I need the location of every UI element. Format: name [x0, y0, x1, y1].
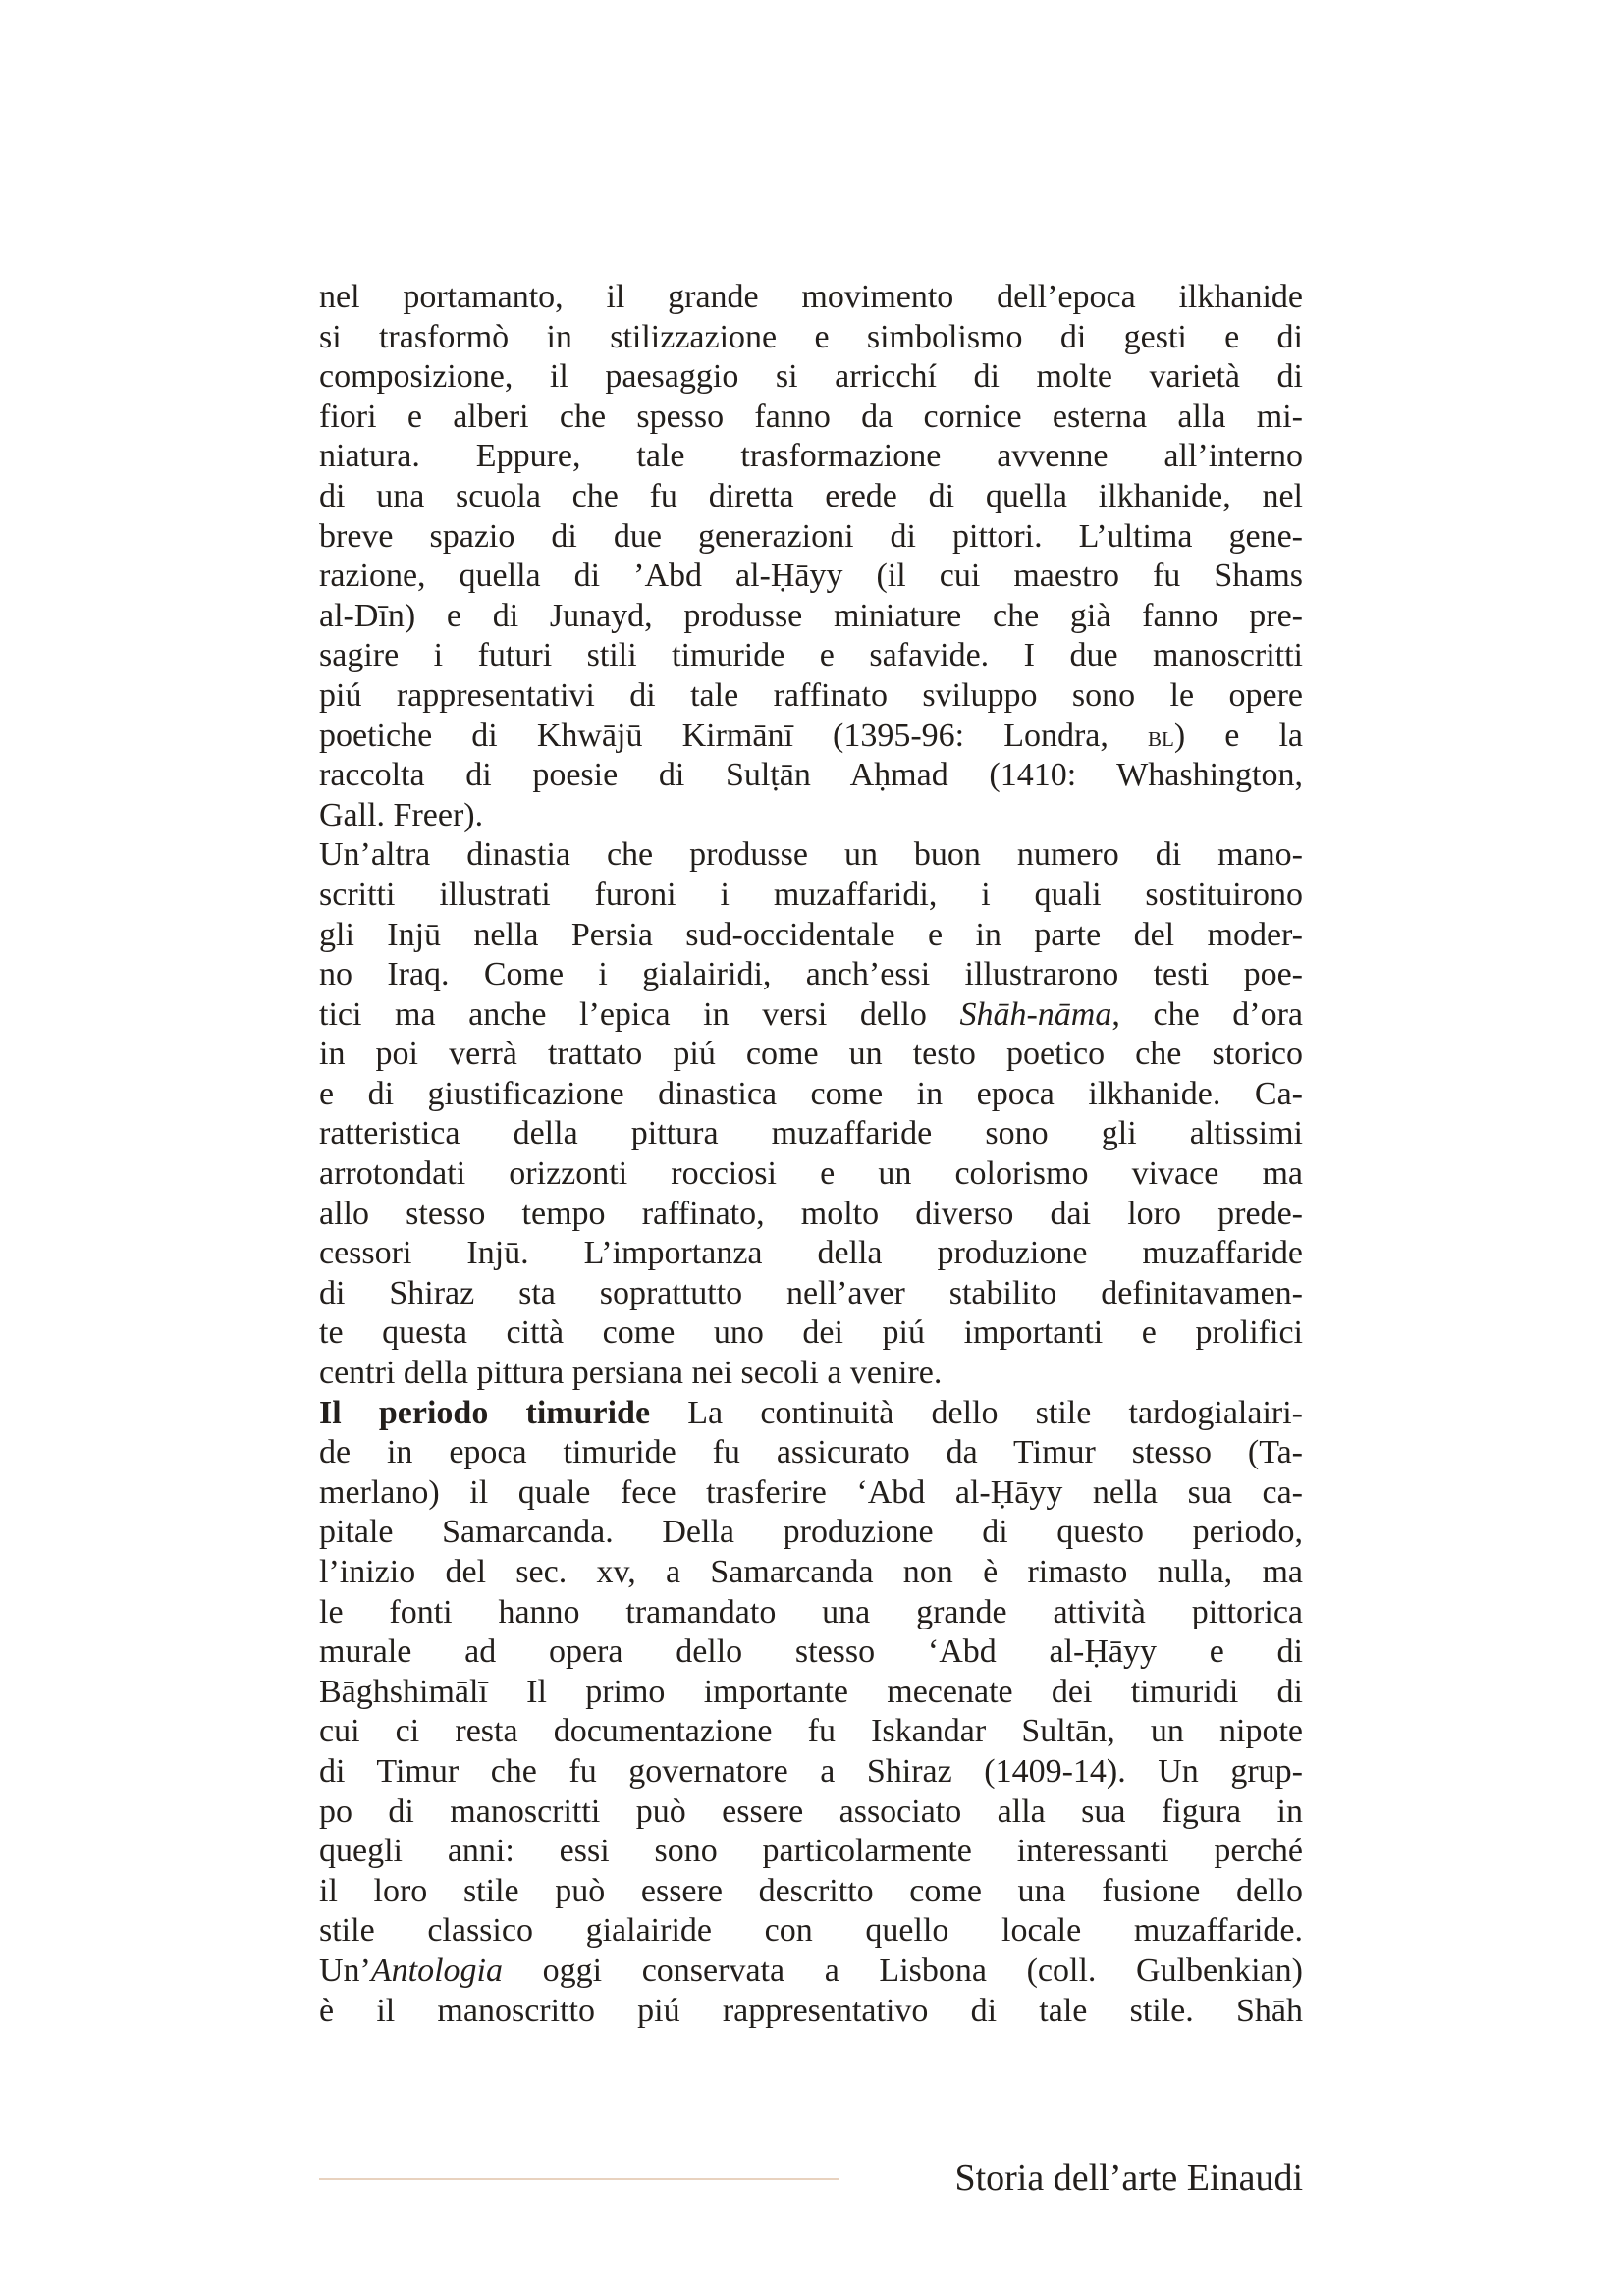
- text-line: raccolta di poesie di Sulṭān Aḥmad (1410: Whashington,: [319, 757, 1303, 794]
- text-line: arrotondati orizzonti rocciosi e un colorismo vivace ma: [319, 1155, 1303, 1193]
- text-line: no Iraq. Come i gialairidi, anch’essi illustrarono testi poe-: [319, 956, 1303, 993]
- text-line: Un’altra dinastia che produsse un buon numero di mano-: [319, 836, 1303, 874]
- text-line: le fonti hanno tramandato una grande attività pittorica: [319, 1593, 1303, 1630]
- text-line: cui ci resta documentazione fu Iskandar Sultān, un nipote: [319, 1713, 1303, 1750]
- paragraph-3: [319, 1394, 1303, 2032]
- text-line: quegli anni: essi sono particolarmente interessanti perché: [319, 1833, 1303, 1870]
- text-line: piú rappresentativi di tale raffinato sviluppo sono le opere: [319, 676, 1303, 714]
- text-line-antologia: Un’Antologia oggi conservata a Lisbona (coll. Gulbenkian): [319, 1951, 1303, 1989]
- text-line: nel portamanto, il grande movimento dell’epoca ilkhanide: [319, 279, 1303, 315]
- text-line: merlano) il quale fece trasferire ‘Abd al-Ḥāyy nella sua ca-: [319, 1473, 1303, 1511]
- text-line: composizione, il paesaggio si arricchí di molte varietà di: [319, 358, 1303, 396]
- paragraph-1: [319, 278, 1303, 835]
- text-line-heading: [319, 1394, 1303, 1434]
- text-line: breve spazio di due generazioni di pittori. L’ultima gene-: [319, 517, 1303, 555]
- text-line-bl: poetiche di Khwājū Kirmānī (1395-96: Londra, bl) e la: [319, 717, 1303, 754]
- text-line: di una scuola che fu diretta erede di quella ilkhanide, nel: [319, 477, 1303, 514]
- text-line: gli Injū nella Persia sud-occidentale e in parte del moder-: [319, 916, 1303, 953]
- text-line: pitale Samarcanda. Della produzione di questo periodo,: [319, 1514, 1303, 1551]
- text-line: murale ad opera dello stesso ‘Abd al-Ḥāyy e di: [319, 1633, 1303, 1671]
- text-line: po di manoscritti può essere associato alla sua figura in: [319, 1792, 1303, 1830]
- text-line-shahnama: tici ma anche l’epica in versi dello Shāh-nāma, che d’ora: [319, 995, 1304, 1033]
- text-line: sagire i futuri stili timuride e safavide. I due manoscritti: [319, 637, 1303, 674]
- text-line: te questa città come uno dei piú importanti e prolifici: [319, 1314, 1303, 1352]
- text-line: Bāghshimālī Il primo importante mecenate dei timuridi di: [319, 1673, 1303, 1710]
- footer-title: Storia dell’arte Einaudi: [954, 2158, 1303, 2199]
- text-line: il loro stile può essere descritto come una fusione dello: [319, 1872, 1303, 1909]
- text-line: al-Dīn) e di Junayd, produsse miniature che già fanno pre-: [319, 597, 1303, 634]
- text-line: allo stesso tempo raffinato, molto diverso dai loro prede-: [319, 1195, 1303, 1232]
- text-line: cessori Injū. L’importanza della produzione muzaffaride: [319, 1235, 1303, 1272]
- text-line: Gall. Freer).: [319, 796, 484, 833]
- text-line: e di giustificazione dinastica come in epoca ilkhanide. Ca-: [319, 1075, 1303, 1112]
- section-heading: Il periodo timuride: [319, 1394, 651, 1431]
- footer-rule: [319, 2178, 839, 2180]
- text-line: scritti illustrati furoni i muzaffaridi, i quali sostituirono: [319, 876, 1303, 913]
- body-text: [319, 278, 1303, 2031]
- text-line: di Shiraz sta soprattutto nell’aver stabilito definitavamen-: [319, 1274, 1303, 1311]
- text-line: de in epoca timuride fu assicurato da Timur stesso (Ta-: [319, 1434, 1303, 1471]
- text-line: centri della pittura persiana nei secoli a venire.: [319, 1355, 943, 1392]
- text-line: è il manoscritto piú rappresentativo di tale stile. Shāh: [319, 1992, 1303, 2029]
- text-line: razione, quella di ’Abd al-Ḥāyy (il cui maestro fu Shams: [319, 558, 1303, 595]
- paragraph-2: [319, 835, 1303, 1393]
- text-line: di Timur che fu governatore a Shiraz (1409-14). Un grup-: [319, 1752, 1303, 1789]
- text-line: ratteristica della pittura muzaffaride sono gli altissimi: [319, 1115, 1303, 1152]
- text-line: niatura. Eppure, tale trasformazione avvenne all’interno: [319, 438, 1303, 475]
- text-line: fiori e alberi che spesso fanno da cornice esterna alla mi-: [319, 398, 1303, 435]
- text-line: si trasformò in stilizzazione e simbolismo di gesti e di: [319, 318, 1303, 355]
- heading-run-in-text: La continuità dello stile tardogialairi-: [650, 1394, 1303, 1431]
- text-line: in poi verrà trattato piú come un testo poetico che storico: [319, 1036, 1303, 1073]
- text-line: stile classico gialairide con quello locale muzaffaride.: [319, 1912, 1303, 1949]
- text-line: l’inizio del sec. xv, a Samarcanda non è rimasto nulla, ma: [319, 1554, 1303, 1590]
